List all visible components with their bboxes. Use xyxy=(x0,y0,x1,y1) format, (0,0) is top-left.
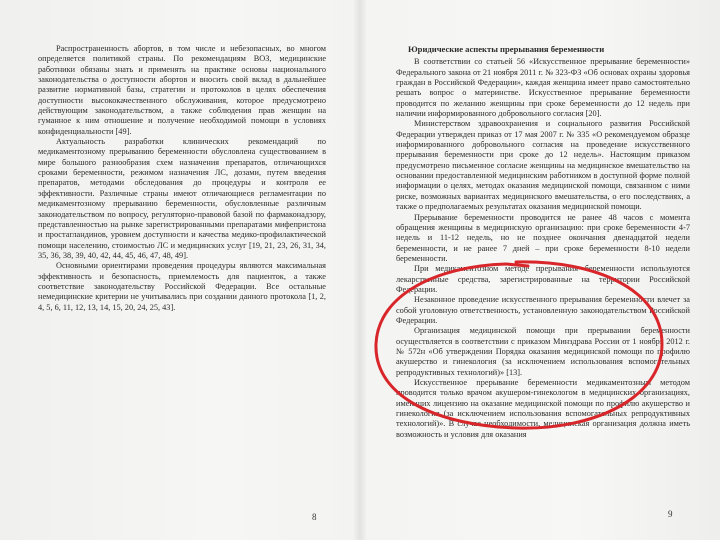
paragraph-highlighted: Прерывание беременности проводится не ранее 48 часов с момента обращения женщины в медицинскую организацию: при сроке беременности 4-7 недель и 11-12 недель, но не позднее окончания двенадцатой недели беременности, и не ранее 7 дней – при сроке беременности 8-10 недели беременности. xyxy=(396,212,690,263)
page-number: 8 xyxy=(312,512,317,522)
left-page xyxy=(0,0,358,540)
paragraph: В соответствии со статьей 56 «Искусственное прерывание беременности» Федерального закона от 21 ноября 2011 г. № 323-ФЗ «Об основах охраны здоровья граждан в Российской Федерации», каждая женщина имеет право самостоятельно решать вопрос о материнстве. Искусственное прерывание беременности проводится по желанию женщины при сроке беременности до 12 недель при наличии информированного добровольного согласия [20]. xyxy=(396,57,690,119)
page-number: 9 xyxy=(668,509,673,519)
right-page xyxy=(362,0,720,540)
paragraph: Распространенность абортов, в том числе и небезопасных, во многом определяется политикой страны. По рекомендациям ВОЗ, медицинские работники обязаны знать и применять на практике основы национального законодательства о доступности абортов и вносить свой вклад в дальнейшее развитие нормативной базы, стратегии и протоколов в целях обеспечения доступности высококачественного обслуживания, которое предусмотрено действующим законодательством, а также соблюдения прав женщин на гуманное к ним отношение и получение необходимой помощи в условиях конфиденциальности [49]. xyxy=(38,44,326,136)
paragraph-highlighted: При медикаментозном методе прерывания беременности используются лекарственные средства, зарегистрированные на территории Российской Федерации. xyxy=(396,264,690,294)
paragraph: Организация медицинской помощи при прерывании беременности осуществляется в соответствии с приказом Минздрава России от 1 ноября 2012 г. № 572н «Об утверждении Порядка оказания медицинской помощи по профилю акушерство и гинекология (за исключением использования вспомогательных репродуктивных технологий)» [13]. xyxy=(396,326,690,377)
paragraph: Основными ориентирами проведения процедуры являются максимальная эффективность и безопасность, приемлемость для пациенток, а также соответствие законодательству Российской Федерации. Все остальные немедицинские критерии не учитывались при создании данного протокола [1, 2, 4, 5, 6, 11, 12, 13, 14, 15, 20, 24, 25, 43]. xyxy=(38,261,326,312)
paragraph: Незаконное проведение искусственного прерывания беременности влечет за собой уголовную ответственность, установленную законодательством Российской Федерации. xyxy=(396,295,690,325)
paragraph: Актуальность разработки клинических рекомендаций по медикаментозному прерыванию беременности обусловлена существованием в мире большого разнообразия схем назначения препаратов, отличающихся сроками беременности, режимом назначения ЛС, дозами, путем введения препаратов, методами обследования до процедуры и контроля ее эффективности. Различные страны имеют отличающиеся регламентации по медикаментозному прерыванию беременности, обусловленные различным законодательством по вопросу, регуляторно-правовой базой по фармаконадзору, представленностью на рынке зарегистрированными препаратами мифепристона и простагландинов, уровнем доступности и качества медико-профилактической помощи населению, стоимостью ЛС и медицинских услуг [19, 21, 23, 26, 31, 34, 35, 36, 38, 39, 40, 42, 44, 45, 46, 47, 48, 49]. xyxy=(38,137,326,260)
section-title: Юридические аспекты прерывания беременности xyxy=(408,44,605,54)
right-page-text xyxy=(396,44,690,440)
left-page-text xyxy=(38,44,326,313)
paragraph: Министерством здравоохранения и социального развития Российской Федерации утвержден приказ от 17 мая 2007 г. № 335 «О рекомендуемом образце информированного добровольного согласия на проведение искусственного прерывания беременности при сроке до 12 недель». Настоящим приказом предусмотрено письменное согласие женщины на медицинское вмешательство на основании предоставленной медицинским работником в доступной форме полной информации о целях, методах оказания медицинской помощи, связанном с ними риске, возможных вариантах медицинского вмешательства, о его последствиях, а также о предполагаемых результатах оказания медицинской помощи. xyxy=(396,119,690,212)
paragraph: Искусственное прерывание беременности медикаментозным методом проводится только врачом акушером-гинекологом в медицинских организациях, имеющих лицензию на оказание медицинской помощи по профилю акушерство и гинекология (за исключением использования вспомогательных репродуктивных технологий)». В случае необходимости, медицинская организация должна иметь возможность и условия для оказания xyxy=(396,378,690,439)
